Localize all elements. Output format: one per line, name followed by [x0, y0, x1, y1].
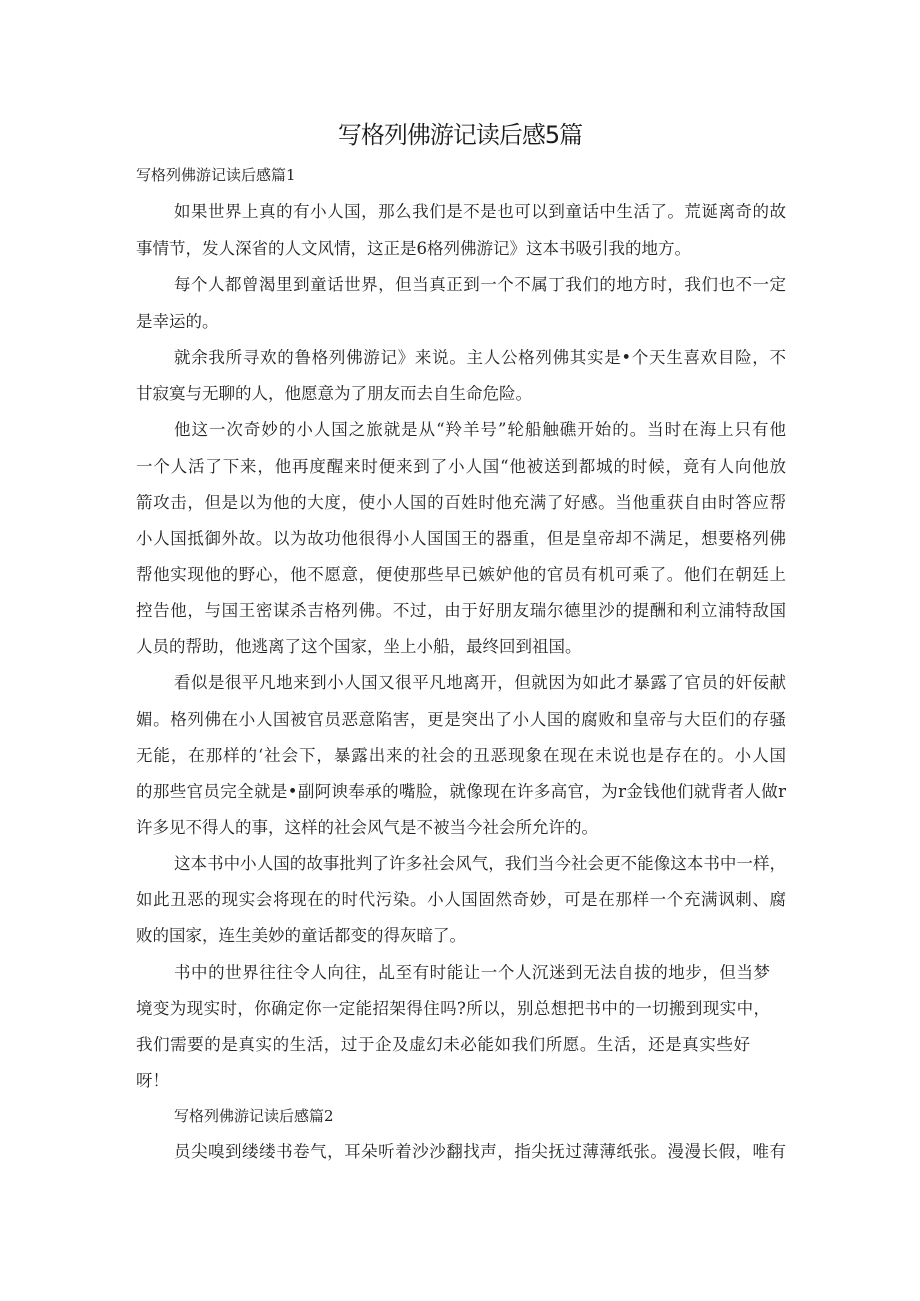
text-line: 人员的帮助，他逃离了这个国家，坐上小船，最终回到祖国。 [136, 637, 582, 656]
text-line: 媚。格列佛在小人国被官员恶意陷害，更是突出了小人国的腐败和皇帝与大臣们的存骚 [136, 710, 786, 729]
text-line: 甘寂寞与无聊的人，他愿意为了朋友而去自生命危险。 [136, 384, 532, 403]
text-line: 许多见不得人的事，这样的社会风气是不被当今社会所允许的。 [136, 818, 598, 837]
text-line: 箭攻击，但是以为他的大度，使小人国的百姓时他充满了好感。当他重获自由时答应帮 [136, 493, 786, 512]
text-line: 他这一次奇妙的小人国之旅就是从“羚羊号”轮船触礁开始的。当时在海上只有他 [174, 420, 786, 439]
text-line: 境变为现实时，你确定你一定能招架得住吗?所以，别总想把书中的一切搬到现实中， [136, 999, 770, 1018]
text-line: 帮他实现他的野心，他不愿意，便使那些早已嫉妒他的官员有机可乘了。他们在朝廷上 [136, 565, 786, 584]
text-line: 如此丑恶的现实会将现在的时代污染。小人国固然奇妙，可是在那样一个充满讽刺、腐 [136, 890, 786, 909]
text-line: 的那些官员完全就是•副阿谀奉承的嘴脸，就像现在许多高官，为r金钱他们就背者人做r [136, 782, 786, 801]
text-line: 败的国家，连生美妙的童话都变的得灰暗了。 [136, 926, 466, 945]
text-line: 我们需要的是真实的生活，过于企及虚幻未必能如我们所愿。生活，还是真实些好 [136, 1035, 750, 1054]
section-heading-1: 写格列佛游记读后感篇1 [136, 166, 296, 184]
text-line: 这本书中小人国的故事批判了许多社会风气，我们当今社会更不能像这本书中一样， [174, 854, 786, 873]
text-line: 无能，在那样的‘社会下，暴露出来的社会的丑恶现象在现在未说也是存在的。小人国 [136, 746, 786, 765]
text-line: 看似是很平凡地来到小人国又很平凡地离开，但就因为如此才暴露了官员的奸佞献 [174, 673, 786, 692]
text-line: 员尖嗅到缕缕书卷气，耳朵听着沙沙翻找声，指尖抚过薄薄纸张。漫漫长假，唯有 [174, 1142, 786, 1161]
text-line: 每个人都曾渴里到童话世界，但当真正到一个不属丁我们的地方时，我们也不一定 [174, 275, 786, 294]
text-line: 如果世界上真的有小人国，那么我们是不是也可以到童话中生活了。荒诞离奇的故 [174, 202, 786, 221]
text-line: 书中的世界往往令人向往，乩至有时能让一个人沉迷到无法自拔的地步，但当梦 [174, 963, 770, 982]
text-line: 事情节，发人深省的人文风情，这正是6格列佛游记》这本书吸引我的地方。 [136, 239, 691, 258]
text-line: 是幸运的。 [136, 312, 219, 331]
text-line: 就余我所寻欢的鲁格列佛游记》来说。主人公格列佛其实是•个天生喜欢目险，不 [174, 348, 786, 367]
text-line: 小人国抵御外故。以为故功他很得小人国国王的器重，但是皇帝却不满足，想要格列佛 [136, 529, 786, 548]
page-title: 写格列佛游记读后感5篇 [337, 121, 583, 149]
text-line: 呀！ [136, 1071, 169, 1090]
text-line: 一个人活了下来，他再度醒来时便来到了小人国“他被送到都城的时候，竟有人向他放 [136, 457, 786, 476]
section-heading-2: 写格列佛游记读后感篇2 [174, 1107, 334, 1125]
text-line: 控告他，与国王密谋杀吉格列佛。不过，由于好朋友瑞尔德里沙的提酬和利立浦特敌国 [136, 601, 786, 620]
